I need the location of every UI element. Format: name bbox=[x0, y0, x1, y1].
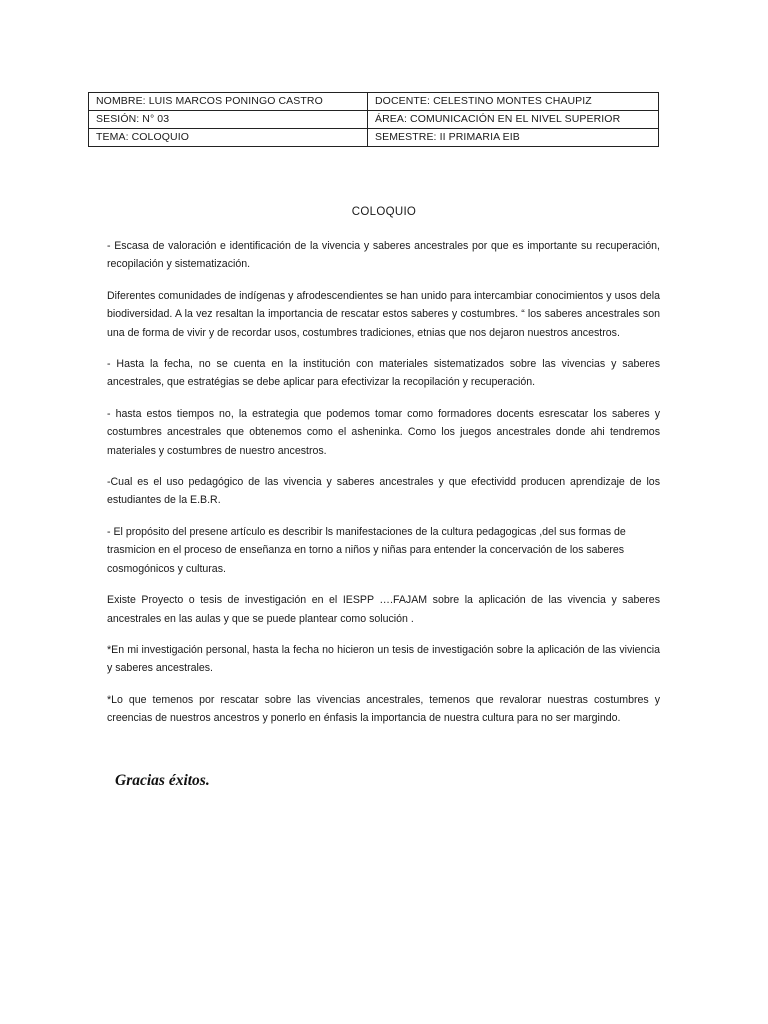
paragraph: -Cual es el uso pedagógico de las vivencia y saberes ancestrales y que efectividd producen aprendizaje de los estudiantes de la E.B.R. bbox=[107, 476, 660, 507]
paragraph: - hasta estos tiempos no, la estrategia que podemos tomar como formadores docents esrescatar los saberes y costumbres ancestrales que obtenemos como el asheninka. Como los juegos ancestrales donde ahi tendremos materiales y costumbres de nuestro ancestros. bbox=[107, 407, 660, 457]
document-body bbox=[107, 237, 660, 741]
paragraph: *Lo que temenos por rescatar sobre las vivencias ancestrales, temenos que revalorar nuestras costumbres y creencias de nuestros ancestros y ponerlo en énfasis la importancia de nuestra cultura para no ser margindo. bbox=[107, 693, 660, 725]
paragraph: - Hasta la fecha, no se cuenta en la institución con materiales sistematizados sobre las vivencias y saberes ancestrales, que estratégias se debe aplicar para efectivizar la recopilación y recuperación. bbox=[107, 358, 660, 389]
semester-cell: SEMESTRE: II PRIMARIA EIB bbox=[368, 129, 659, 147]
paragraph: *En mi investigación personal, hasta la fecha no hicieron un tesis de investigación sobre la aplicación de las viviencia y saberes ancestrales. bbox=[107, 643, 660, 675]
session-cell: SESIÓN: N° 03 bbox=[89, 111, 368, 129]
teacher-name-cell: DOCENTE: CELESTINO MONTES CHAUPIZ bbox=[368, 93, 659, 111]
paragraph: Existe Proyecto o tesis de investigación en el IESPP ….FAJAM sobre la aplicación de las vivencia y saberes ancestrales en las aulas y que se puede plantear como solución . bbox=[107, 594, 660, 625]
area-cell: ÁREA: COMUNICACIÓN EN EL NIVEL SUPERIOR bbox=[368, 111, 659, 129]
paragraph: - Escasa de valoración e identificación de la vivencia y saberes ancestrales por que es importante su recuperación, recopilación y sistematización. bbox=[107, 240, 660, 271]
document-title: COLOQUIO bbox=[351, 206, 417, 218]
paragraph: - El propósito del presene artículo es describir ls manifestaciones de la cultura pedagogicas ,del sus formas de trasmicion en el proceso de enseñanza en torno a niños y niñas para entender la concervación de los saberes cosmogónicos y culturas. bbox=[107, 525, 626, 575]
closing-text: Gracias éxitos. bbox=[115, 772, 210, 789]
header-info-table bbox=[88, 92, 659, 147]
table-row bbox=[89, 111, 659, 129]
table-row bbox=[89, 129, 659, 147]
student-name-cell: NOMBRE: LUIS MARCOS PONINGO CASTRO bbox=[89, 93, 368, 111]
paragraph: Diferentes comunidades de indígenas y afrodescendientes se han unido para intercambiar conocimientos y usos dela biodiversidad. A la vez resaltan la importancia de rescatar estos saberes y costumbres. “ los saberes ancestrales son una de forma de vivir y de recordar usos, costumbres tradiciones, etnias que nos dejaron nuestros ancestros. bbox=[107, 289, 660, 339]
topic-cell: TEMA: COLOQUIO bbox=[89, 129, 368, 147]
table-row bbox=[89, 93, 659, 111]
